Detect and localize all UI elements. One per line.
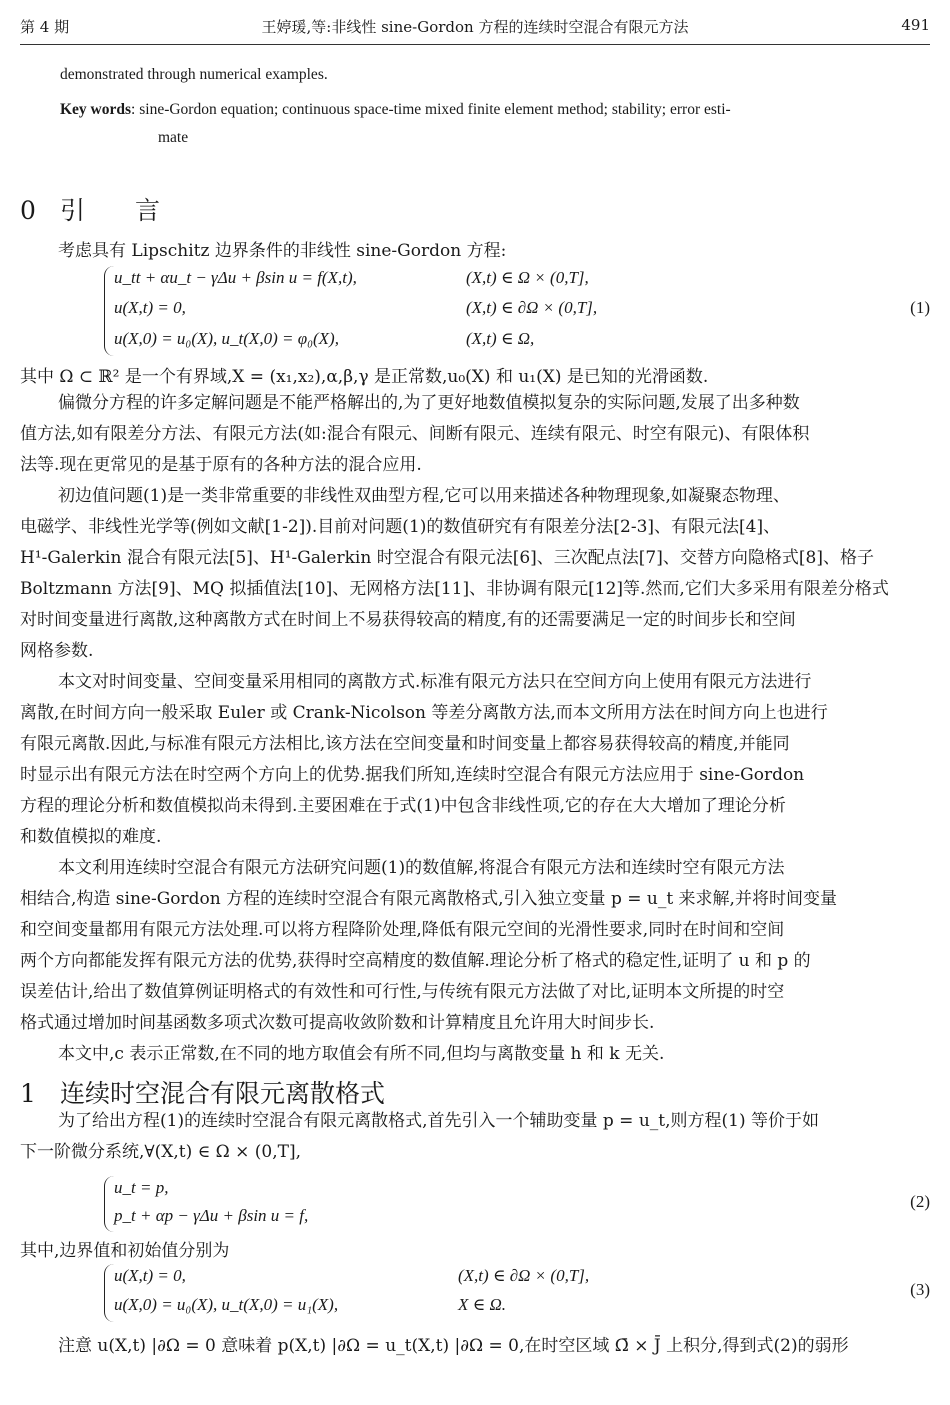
keywords-colon: :	[131, 101, 136, 118]
section-title: 引 言	[60, 196, 161, 225]
keywords-line2: mate	[158, 129, 189, 146]
paragraph-5	[20, 1039, 930, 1070]
equation-1	[104, 266, 930, 356]
para2-line1: 初边值问题(1)是一类非常重要的非线性双曲型方程,它可以用来描述各种物理现象,如凝聚态物理、	[58, 486, 790, 506]
eq1-cond1: (X,t) ∈ Ω × (0,T],	[466, 268, 589, 287]
para1-line1: 偏微分方程的许多定解问题是不能严格解出的,为了更好地数值模拟复杂的实际问题,发展了出多种数	[58, 393, 800, 413]
para4-line4: 两个方向都能发挥有限元方法的优势,获得时空高精度的数值解.理论分析了格式的稳定性,证明了 u 和 p 的	[20, 951, 811, 971]
equation-3	[104, 1264, 930, 1322]
para4-line6: 格式通过增加时间基函数多项式次数可提高收敛阶数和计算精度且允许用大时间步长.	[20, 1013, 655, 1033]
eq2-line2: p_t + αp − γΔu + βsin u = f,	[114, 1206, 309, 1225]
paragraph-4	[20, 853, 930, 1039]
intro-line: 考虑具有 Lipschitz 边界条件的非线性 sine-Gordon 方程:	[58, 241, 507, 261]
last-line: 注意 u(X,t) |∂Ω = 0 意味着 p(X,t) |∂Ω = u_t(X,t) |∂Ω = 0,在时空区域 Ω̄ × J̄ 上积分,得到式(2)的弱形	[58, 1336, 849, 1356]
eq1-cond2: (X,t) ∈ ∂Ω × (0,T],	[466, 298, 598, 317]
eq1-line3: u(X,0) = u₀(X), u_t(X,0) = φ₀(X),	[114, 329, 339, 348]
eq3-line1: u(X,t) = 0,	[114, 1266, 186, 1285]
para3-line5: 方程的理论分析和数值模拟尚未得到.主要困难在于式(1)中包含非线性项,它的存在大大增加了理论分析	[20, 796, 786, 816]
para2-line5: 对时间变量进行离散,这种离散方式在时间上不易获得较高的精度,有的还需要满足一定的时间步长和空间	[20, 610, 796, 630]
para3-line2: 离散,在时间方向一般采取 Euler 或 Crank-Nicolson 等差分离散方法,而本文所用方法在时间方向上也进行	[20, 703, 828, 723]
running-title: 王婷瑗,等:非线性 sine-Gordon 方程的连续时空混合有限元方法	[261, 18, 689, 36]
section-title: 连续时空混合有限元离散格式	[60, 1079, 386, 1108]
para3-line4: 时显示出有限元方法在时空两个方向上的优势.据我们所知,连续时空混合有限元方法应用于 sine-Gordon	[20, 765, 805, 785]
s1-para1-line1: 为了给出方程(1)的连续时空混合有限元离散格式,首先引入一个辅助变量 p = u_t,则方程(1) 等价于如	[58, 1111, 819, 1131]
boundary-line: 其中,边界值和初始值分别为	[20, 1241, 230, 1261]
para4-line2: 相结合,构造 sine-Gordon 方程的连续时空混合有限元离散格式,引入独立变量 p = u_t 来求解,并将时间变量	[20, 889, 837, 909]
eq1-number: (1)	[910, 298, 930, 317]
paragraph-s1-1	[20, 1106, 930, 1168]
section-1-heading	[20, 1074, 385, 1110]
para4-line5: 误差估计,给出了数值算例证明格式的有效性和可行性,与传统有限元方法做了对比,证明本文所提的时空	[20, 982, 785, 1002]
para2-line4: Boltzmann 方法[9]、MQ 拟插值法[10]、无网格方法[11]、非协调有限元[12]等.然而,它们大多采用有限差分格式	[20, 579, 889, 599]
issue-number: 第 4 期	[20, 18, 70, 36]
keywords-line1	[60, 101, 890, 119]
eq3-cond1: (X,t) ∈ ∂Ω × (0,T],	[458, 1266, 590, 1285]
section-number: 1	[20, 1079, 36, 1108]
after-eq1-line: 其中 Ω ⊂ ℝ² 是一个有界域,X = (x₁,x₂),α,β,γ 是正常数,u₀(X) 和 u₁(X) 是已知的光滑函数.	[20, 367, 709, 387]
para2-line6: 网格参数.	[20, 641, 94, 661]
eq1-line1: u_tt + αu_t − γΔu + βsin u = f(X,t),	[114, 268, 357, 287]
abstract-tail: demonstrated through numerical examples.	[60, 66, 328, 83]
para3-line1: 本文对时间变量、空间变量采用相同的离散方式.标准有限元方法只在空间方向上使用有限元方法进行	[58, 672, 812, 692]
paragraph-2	[20, 481, 930, 667]
para1-line2: 值方法,如有限差分方法、有限元方法(如:混合有限元、间断有限元、连续有限元、时空有限元)、有限体积	[20, 424, 810, 444]
para4-line3: 和空间变量都用有限元方法处理.可以将方程降阶处理,降低有限元空间的光滑性要求,同时在时间和空间	[20, 920, 785, 940]
eq2-line1: u_t = p,	[114, 1178, 169, 1197]
para5-text: 本文中,c 表示正常数,在不同的地方取值会有所不同,但均与离散变量 h 和 k 无关.	[58, 1044, 665, 1064]
paragraph-1	[20, 388, 930, 481]
eq3-line2: u(X,0) = u₀(X), u_t(X,0) = u₁(X),	[114, 1295, 339, 1314]
eq1-line2: u(X,t) = 0,	[114, 298, 186, 317]
running-header	[20, 12, 930, 42]
paragraph-3	[20, 667, 930, 853]
eq2-number: (2)	[910, 1192, 930, 1211]
eq3-cond2: X ∈ Ω.	[458, 1295, 507, 1314]
s1-para1-line2: 下一阶微分系统,∀(X,t) ∈ Ω × (0,T],	[20, 1142, 302, 1162]
section-number: 0	[20, 196, 36, 225]
keywords-label: Key words	[60, 101, 132, 118]
para3-line3: 有限元离散.因此,与标准有限元方法相比,该方法在空间变量和时间变量上都容易获得较高的精度,并能同	[20, 734, 790, 754]
para3-line6: 和数值模拟的难度.	[20, 827, 162, 847]
equation-2	[104, 1176, 930, 1232]
para1-line3: 法等.现在更常见的是基于原有的各种方法的混合应用.	[20, 455, 422, 475]
header-rule	[20, 44, 930, 45]
section-0-heading	[20, 191, 160, 227]
page-number: 491	[901, 16, 930, 34]
para2-line3: H¹-Galerkin 混合有限元法[5]、H¹-Galerkin 时空混合有限元法[6]、三次配点法[7]、交替方向隐格式[8]、格子	[20, 548, 874, 568]
eq3-number: (3)	[910, 1280, 930, 1299]
para2-line2: 电磁学、非线性光学等(例如文献[1-2]).目前对问题(1)的数值研究有有限差分法[2-3]、有限元法[4]、	[20, 517, 781, 537]
eq1-cond3: (X,t) ∈ Ω,	[466, 329, 535, 348]
para4-line1: 本文利用连续时空混合有限元方法研究问题(1)的数值解,将混合有限元方法和连续时空有限元方法	[58, 858, 785, 878]
keywords-text: sine-Gordon equation; continuous space-time mixed finite element method; stability; error esti-	[139, 101, 731, 118]
